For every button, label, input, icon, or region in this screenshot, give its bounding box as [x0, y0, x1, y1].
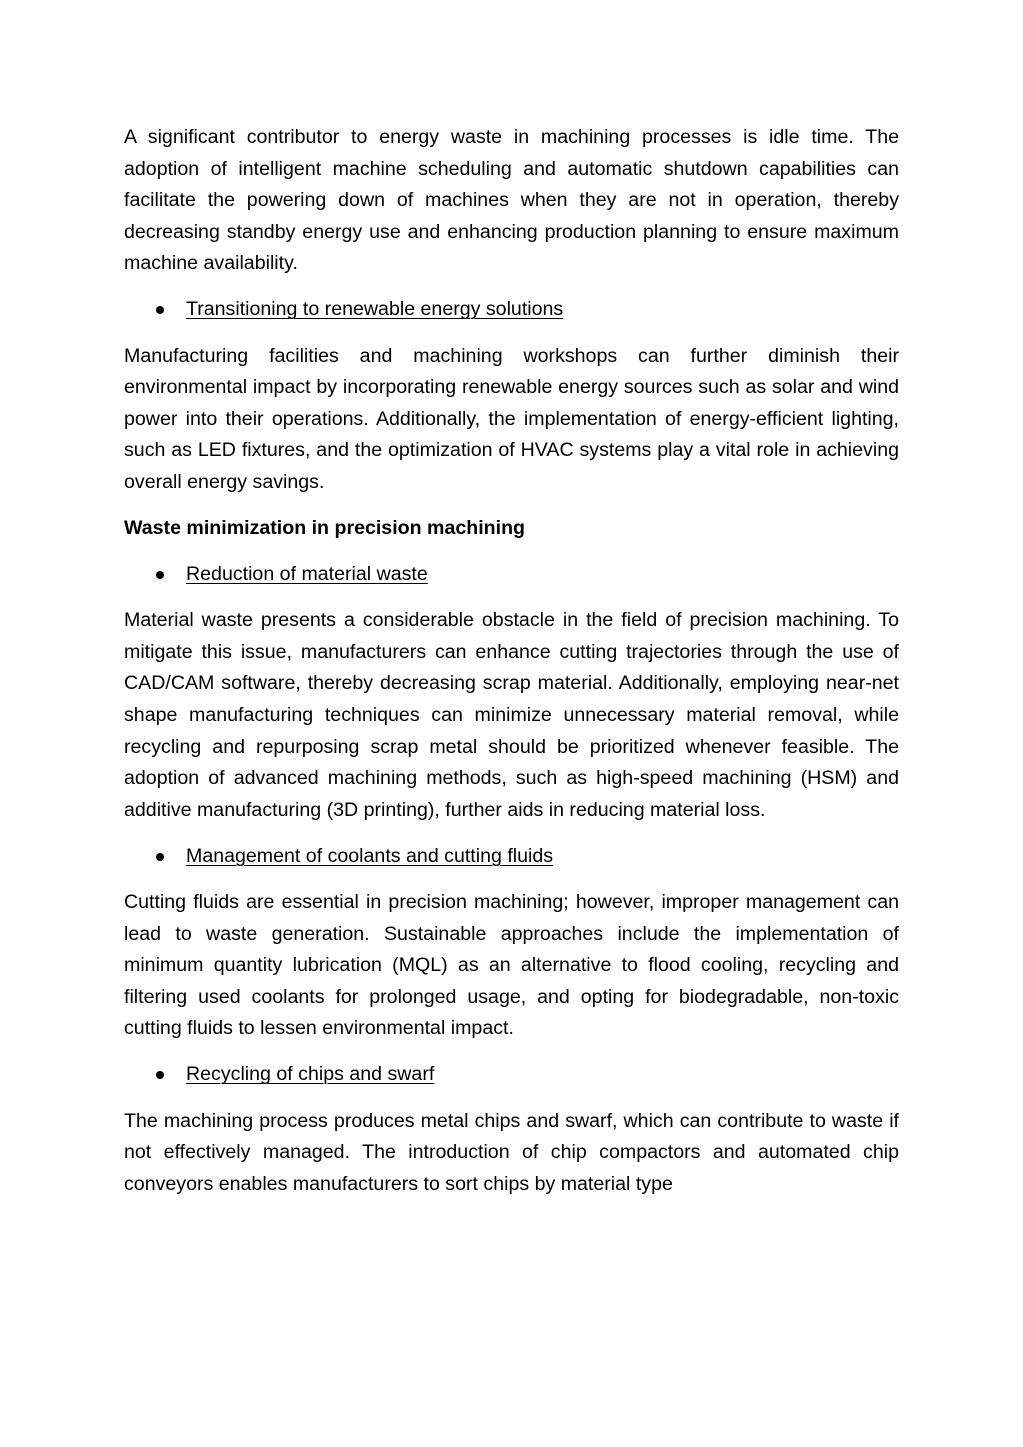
section-heading-waste-minimization: Waste minimization in precision machining — [124, 517, 526, 540]
paragraph-renewable-energy: Manufacturing facilities and machining workshops can further diminish their environmental impact by incorporating renewable energy sources such as solar and wind power into their operations. Additionally, the implementation of energy-efficient lighting, such as LED fixtures, and the optimization of HVAC systems play a vital role in achieving overall energy savings. — [124, 344, 899, 493]
document-page — [124, 122, 899, 1215]
bullet-renewable-energy — [124, 294, 899, 326]
bullet-text: Transitioning to renewable energy solutions — [186, 298, 564, 321]
paragraph-material-waste: Material waste presents a considerable obstacle in the field of precision machining. To mitigate this issue, manufacturers can enhance cutting trajectories through the use of CAD/CAM software, thereby decreasing scrap material. Additionally, employing near-net shape manufacturing techniques can minimize unnecessary material removal, while recycling and repurposing scrap metal should be prioritized whenever feasible. The adoption of advanced machining methods, such as high-speed machining (HSM) and additive manufacturing (3D printing), further aids in reducing material loss. — [124, 609, 899, 821]
bullet-dot-icon — [156, 571, 164, 579]
bullet-chips-swarf — [124, 1059, 899, 1091]
bullet-text: Recycling of chips and swarf — [186, 1063, 435, 1086]
bullet-text: Management of coolants and cutting fluids — [186, 844, 554, 867]
bullet-dot-icon — [156, 853, 164, 861]
bullet-material-waste — [124, 559, 899, 591]
bullet-dot-icon — [156, 306, 164, 314]
bullet-dot-icon — [156, 1071, 164, 1079]
paragraph-chips-swarf: The machining process produces metal chips and swarf, which can contribute to waste if not effectively managed. The introduction of chip compactors and automated chip conveyors enables manufacturers to sort chips by material type — [124, 1109, 899, 1195]
bullet-text: Reduction of material waste — [186, 563, 428, 586]
paragraph-idle-time: A significant contributor to energy waste in machining processes is idle time. The adoption of intelligent machine scheduling and automatic shutdown capabilities can facilitate the powering down of machines when they are not in operation, thereby decreasing standby energy use and enhancing production planning to ensure maximum machine availability. — [124, 126, 899, 275]
bullet-coolants — [124, 841, 899, 873]
paragraph-coolants: Cutting fluids are essential in precision machining; however, improper management can lead to waste generation. Sustainable approaches include the implementation of minimum quantity lubrication (MQL) as an alternative to flood cooling, recycling and filtering used coolants for prolonged usage, and opting for biodegradable, non-toxic cutting fluids to lessen environmental impact. — [124, 890, 899, 1040]
